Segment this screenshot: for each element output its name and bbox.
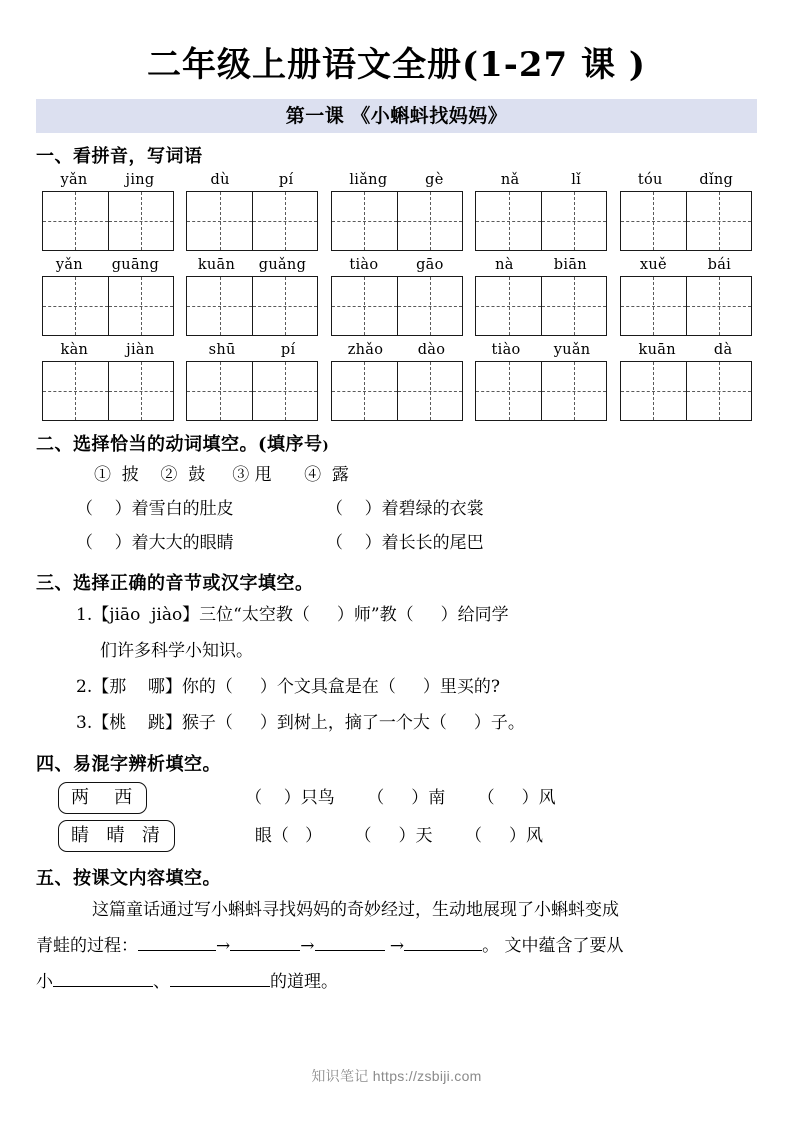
section-4-row [36,820,757,852]
tianzige-cell[interactable] [476,277,541,335]
grid-group [186,171,318,251]
pinyin-syllable: nǎ [500,172,520,189]
tianzige-cell[interactable] [621,192,686,250]
section-3-item[interactable]: 2.【那 哪】你的（ ）个文具盒是在（ ）里买的? [76,677,500,698]
pinyin-syllable: tiào [349,257,379,274]
section-4-items[interactable]: 眼（ ） （ ）天 （ ）风 [254,826,543,847]
fill-blank[interactable] [230,950,300,951]
pinyin-syllable: liǎng [349,172,388,189]
section-1-heading: 一、看拼音，写词语 [36,146,203,168]
pinyin-syllable: yuǎn [553,342,591,359]
tianzige-cell[interactable] [108,362,173,420]
section-2-item[interactable]: （ ）着碧绿的衣裳 [326,499,484,520]
tianzige-cell[interactable] [252,362,317,420]
tianzige-cell[interactable] [397,277,462,335]
tianzige-box[interactable] [475,276,607,336]
section-3-item[interactable]: 3.【桃 跳】猴子（ ）到树上，摘了一个大（ ）子。 [76,713,525,734]
character-choice-box: 睛 晴 清 [58,820,175,852]
tianzige-cell[interactable] [332,192,397,250]
tianzige-cell[interactable] [621,277,686,335]
pinyin-syllable: lǐ [571,172,582,189]
page-title: 二年级上册语文全册(1-27 课 ) [147,45,646,85]
pinyin-syllable: jiàn [126,342,155,359]
grid-group [331,256,463,336]
grid-group [42,171,174,251]
fill-blank[interactable] [170,986,270,987]
section-5-paragraph-3 [36,964,757,1000]
tianzige-cell[interactable] [476,362,541,420]
tianzige-cell[interactable] [332,277,397,335]
section-4-items[interactable]: （ ）只鸟 （ ）南 （ ）风 [245,788,556,809]
pinyin-syllable: kàn [60,342,89,359]
tianzige-cell[interactable] [252,192,317,250]
pinyin-syllable: jing [125,172,155,189]
tianzige-cell[interactable] [43,362,108,420]
tianzige-cell[interactable] [252,277,317,335]
pinyin-syllable: pí [280,342,296,359]
tianzige-cell[interactable] [476,192,541,250]
pinyin-syllable: kuān [197,257,236,274]
pinyin-pair [42,171,174,189]
tianzige-cell[interactable] [541,362,606,420]
section-3-item[interactable]: 1.【jiāo jiào】三位“太空教（ ）师”教（ ）给同学 [76,605,509,626]
pinyin-syllable: bái [707,257,732,274]
tianzige-cell[interactable] [621,362,686,420]
pinyin-syllable: xuě [639,257,667,274]
grid-group [475,341,607,421]
pinyin-grid-row [42,171,752,251]
tianzige-box[interactable] [620,361,752,421]
section-2-heading [36,430,757,456]
pinyin-pair [42,256,174,274]
pinyin-syllable: nà [495,257,514,274]
pinyin-pair [331,341,463,359]
section-2-item-row [36,492,757,526]
grid-group [475,171,607,251]
tianzige-box[interactable] [42,361,174,421]
tianzige-box[interactable] [475,361,607,421]
pinyin-pair [186,171,318,189]
pinyin-syllable: dù [210,172,230,189]
pinyin-syllable: shū [208,342,236,359]
tianzige-box[interactable] [186,361,318,421]
tianzige-cell[interactable] [187,362,252,420]
section-5-text: 。 文中蕴含了要从 [482,936,624,957]
tianzige-cell[interactable] [332,362,397,420]
pinyin-syllable: gāo [416,257,444,274]
tianzige-box[interactable] [475,191,607,251]
tianzige-cell[interactable] [541,277,606,335]
grid-group [42,341,174,421]
pinyin-syllable: dà [713,342,733,359]
pinyin-pair [186,341,318,359]
tianzige-box[interactable] [620,191,752,251]
tianzige-cell[interactable] [686,192,751,250]
section-3-item-continued: 们许多科学小知识。 [100,641,253,662]
pinyin-syllable: biān [553,257,587,274]
pinyin-pair [620,171,752,189]
grid-group [620,341,752,421]
fill-blank[interactable] [315,950,385,951]
tianzige-box[interactable] [331,276,463,336]
section-2-item[interactable]: （ ）着长长的尾巴 [326,533,484,554]
pinyin-pair [331,256,463,274]
section-2-item[interactable]: （ ）着大大的眼睛 [76,533,234,554]
tianzige-cell[interactable] [397,362,462,420]
fill-blank[interactable] [53,986,153,987]
tianzige-cell[interactable] [108,277,173,335]
section-5-paragraph-1: 这篇童话通过写小蝌蚪寻找妈妈的奇妙经过，生动地展现了小蝌蚪变成 [92,900,619,921]
arrow-glyph: → [300,936,315,957]
fill-blank[interactable] [404,950,482,951]
tianzige-cell[interactable] [686,277,751,335]
grid-group [620,171,752,251]
pinyin-pair [620,256,752,274]
arrow-glyph: → [216,936,231,957]
tianzige-cell[interactable] [187,277,252,335]
tianzige-cell[interactable] [397,192,462,250]
grid-group [331,341,463,421]
tianzige-cell[interactable] [541,192,606,250]
pinyin-syllable: dào [417,342,446,359]
tianzige-box[interactable] [620,276,752,336]
section-5-text: 、 [153,972,170,993]
pinyin-grid-block [36,171,757,421]
pinyin-pair [475,256,607,274]
tianzige-cell[interactable] [686,362,751,420]
fill-blank[interactable] [138,950,216,951]
pinyin-pair [475,171,607,189]
section-5-text: 青蛙的过程： [36,936,138,957]
tianzige-box[interactable] [331,191,463,251]
grid-group [186,341,318,421]
section-4-row [36,782,757,814]
arrow-glyph: → [389,936,405,957]
section-3-heading: 三、选择正确的音节或汉字填空。 [36,573,314,595]
tianzige-box[interactable] [186,276,318,336]
tianzige-cell[interactable] [43,192,108,250]
section-5-paragraph-2 [36,928,757,964]
tianzige-box[interactable] [42,191,174,251]
pinyin-syllable: zhǎo [347,342,384,359]
section-5-text: 小 [36,972,53,993]
section-2-item[interactable]: （ ）着雪白的肚皮 [76,499,234,520]
tianzige-cell[interactable] [108,192,173,250]
grid-group [620,256,752,336]
tianzige-box[interactable] [42,276,174,336]
grid-group [331,171,463,251]
pinyin-syllable: pí [278,172,294,189]
tianzige-cell[interactable] [187,192,252,250]
pinyin-syllable: tiào [491,342,521,359]
pinyin-pair [620,341,752,359]
section-2-item-row [36,526,757,560]
pinyin-syllable: kuān [638,342,676,359]
section-2-heading-text: 二、选择恰当的动词填空。(填序号 [36,434,323,456]
section-2-options: ① 披 ② 鼓 ③ 甩 ④ 露 [94,465,349,486]
pinyin-pair [186,256,318,274]
lesson-banner: 第一课 《小蝌蚪找妈妈》 [36,99,757,133]
section-2-heading-tail: ) [322,439,330,455]
pinyin-pair [42,341,174,359]
pinyin-syllable: guāng [111,257,160,274]
grid-group [475,256,607,336]
pinyin-grid-row [42,341,752,421]
pinyin-pair [331,171,463,189]
character-choice-box: 两 西 [58,782,147,814]
pinyin-syllable: dǐng [699,172,734,189]
section-4-heading: 四、易混字辨析填空。 [36,754,221,776]
pinyin-syllable: guǎng [258,257,307,274]
pinyin-syllable: gè [425,172,444,189]
section-5-heading: 五、按课文内容填空。 [36,868,221,890]
pinyin-syllable: yǎn [60,172,88,189]
pinyin-syllable: yǎn [55,257,83,274]
pinyin-syllable: tóu [637,172,663,189]
pinyin-grid-row [42,256,752,336]
tianzige-box[interactable] [186,191,318,251]
grid-group [42,256,174,336]
tianzige-box[interactable] [331,361,463,421]
grid-group [186,256,318,336]
section-5-text: 的道理。 [270,972,338,993]
pinyin-pair [475,341,607,359]
footer-watermark: 知识笔记 https://zsbiji.com [311,1068,482,1084]
tianzige-cell[interactable] [43,277,108,335]
